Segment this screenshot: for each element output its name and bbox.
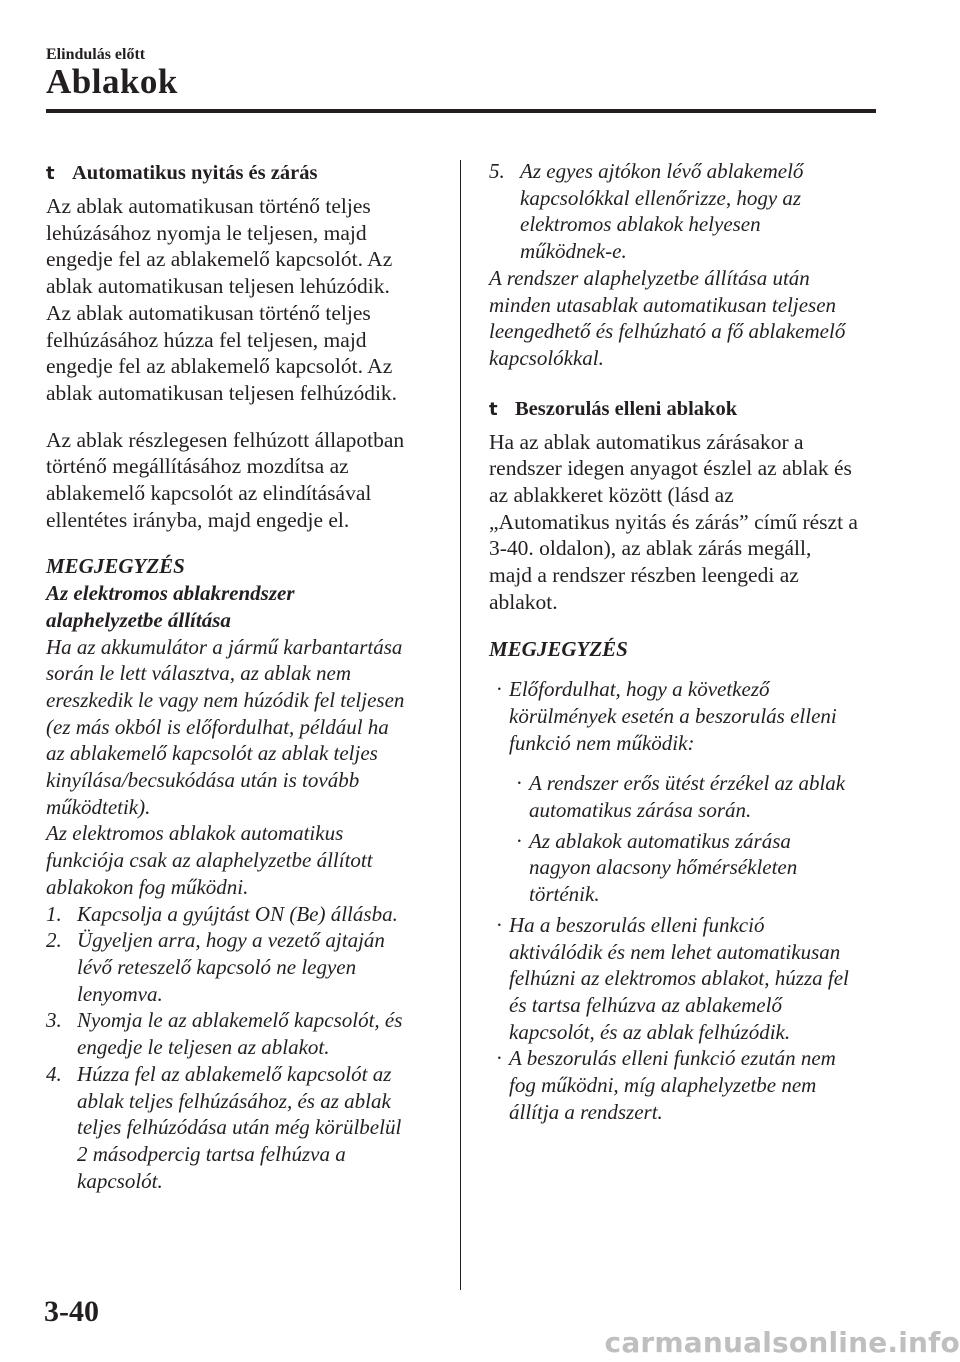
- bullet-dot-icon: ·: [516, 828, 522, 853]
- section-marker-icon: t: [489, 398, 498, 420]
- left-column: [46, 158, 446, 1194]
- reset-result-text: A rendszer alaphelyzetbe állítása után minden utasablak automatikusan teljesen leengedhető és felhúzható a fő ablakemelő kapcsolókkal.: [489, 265, 846, 370]
- bullet-text: A rendszer erős ütést érzékel az ablak automatikus zárása során.: [529, 771, 846, 823]
- section-title: Automatikus nyitás és zárás: [72, 162, 318, 184]
- step-text: Nyomja le az ablakemelő kapcsolót, és engedje le teljesen az ablakot.: [77, 1008, 403, 1060]
- bullet-text: A beszorulás elleni funkció ezután nem fog működni, míg alaphelyzetbe nem állítja a rendszert.: [509, 1046, 836, 1124]
- note-block: [46, 553, 446, 1194]
- step-item: [46, 1061, 446, 1195]
- step-number: 5.: [489, 159, 505, 183]
- page-title: Ablakok: [46, 62, 178, 101]
- bullet-dot-icon: ·: [496, 912, 502, 937]
- step-item: [46, 1007, 446, 1060]
- step-text: Az egyes ajtókon lévő ablakemelő kapcsolókkal ellenőrizze, hogy az elektromos ablakok helyesen működnek-e.: [520, 159, 804, 264]
- paragraph-auto-operation: Az ablak automatikusan történő teljes lehúzásához nyomja le teljesen, majd engedje fel az ablakemelő kapcsolót. Az ablak automatikusan teljesen lehúzódik. Az ablak automatikusan történő teljes felhúzásához húzza fel teljesen, majd engedje fel az ablakemelő kapcsolót. Az ablak automatikusan teljesen felhúzódik.: [46, 194, 398, 405]
- bullet-text: Az ablakok automatikus zárása nagyon alacsony hőmérsékleten történik.: [529, 828, 798, 907]
- bullet-item: [489, 676, 889, 908]
- step-text: Húzza fel az ablakemelő kapcsolót az ablak teljes felhúzásához, és az ablak teljes felhúzódása után még körülbelül 2 másodpercig tartsa felhúzva a kapcsolót.: [77, 1061, 402, 1193]
- chapter-label: Elindulás előtt: [46, 46, 146, 63]
- note-block: [489, 636, 889, 1126]
- sub-bullet-item: [509, 770, 889, 823]
- step-number: 4.: [46, 1061, 62, 1086]
- step-number: 2.: [46, 928, 62, 953]
- step-number: 3.: [46, 1008, 62, 1033]
- paragraph-partial-stop: Az ablak részlegesen felhúzott állapotban történő megállításához mozdítsa az ablakemelő kapcsolót az elindításával ellentétes irányba, majd engedje el.: [46, 427, 405, 532]
- step-item: [46, 901, 446, 928]
- note-label: MEGJEGYZÉS: [489, 636, 628, 661]
- reset-steps: [46, 901, 446, 1195]
- sub-bullets: [509, 770, 889, 908]
- section-heading-auto-open-close: [46, 158, 446, 189]
- bullet-item: [489, 1045, 889, 1125]
- note-subtitle: Az elektromos ablakrendszer alaphelyzetbe állítása: [46, 581, 295, 632]
- bullet-text: Ha a beszorulás elleni funkció aktiválódik és nem lehet automatikusan felhúzni az elektromos ablakot, húzza fel és tartsa felhúzva az ablakemelő kapcsolót, és az ablak felhúzódik.: [509, 912, 849, 1044]
- step-item: [46, 927, 446, 1007]
- section-marker-icon: t: [46, 163, 55, 184]
- bullet-item: [489, 912, 889, 1046]
- page-number: 3-40: [44, 1295, 99, 1328]
- note-text: Ha az akkumulátor a jármű karbantartása során le lett választva, az ablak nem ereszkedik le vagy nem húzódik fel teljesen (ez más okból is előfordulhat, például ha az ablakemelő kapcsolót az ablak teljes kinyílása/becsukódása után is tovább működtetik).: [46, 634, 405, 819]
- step-text: Kapcsolja a gyújtást ON (Be) állásba.: [77, 901, 398, 926]
- section-heading-anti-pinch: [489, 394, 889, 425]
- section-title: Beszorulás elleni ablakok: [515, 397, 738, 420]
- header-rule: [46, 109, 876, 113]
- step-number: 1.: [46, 901, 62, 926]
- note-bullets: [489, 676, 889, 1125]
- paragraph-anti-pinch: Ha az ablak automatikus zárásakor a rendszer idegen anyagot észlel az ablak és az ablakkeret között (lásd az „Automatikus nyitás és zárás” című részt a 3-40. oldalon), az ablak zárás megáll, majd a rendszer részben leengedi az ablakot.: [489, 429, 858, 614]
- right-column: [489, 158, 889, 1126]
- bullet-dot-icon: ·: [496, 677, 502, 702]
- bullet-dot-icon: ·: [496, 1046, 502, 1071]
- bullet-text: Előfordulhat, hogy a következő körülmények esetén a beszorulás elleni funkció nem működik:: [509, 677, 837, 755]
- column-divider: [460, 160, 461, 1290]
- watermark: carmanualsonline.info: [604, 1326, 960, 1359]
- note-text: Az elektromos ablakok automatikus funkciója csak az alaphelyzetbe állított ablakokon fog működni.: [46, 821, 373, 899]
- bullet-dot-icon: ·: [516, 771, 522, 796]
- sub-bullet-item: [509, 828, 889, 908]
- note-label: MEGJEGYZÉS: [46, 554, 185, 579]
- step-text: Ügyeljen arra, hogy a vezető ajtaján lévő reteszelő kapcsoló ne legyen lenyomva.: [77, 928, 385, 1006]
- step-item: [489, 158, 889, 265]
- note-continuation: [489, 158, 889, 372]
